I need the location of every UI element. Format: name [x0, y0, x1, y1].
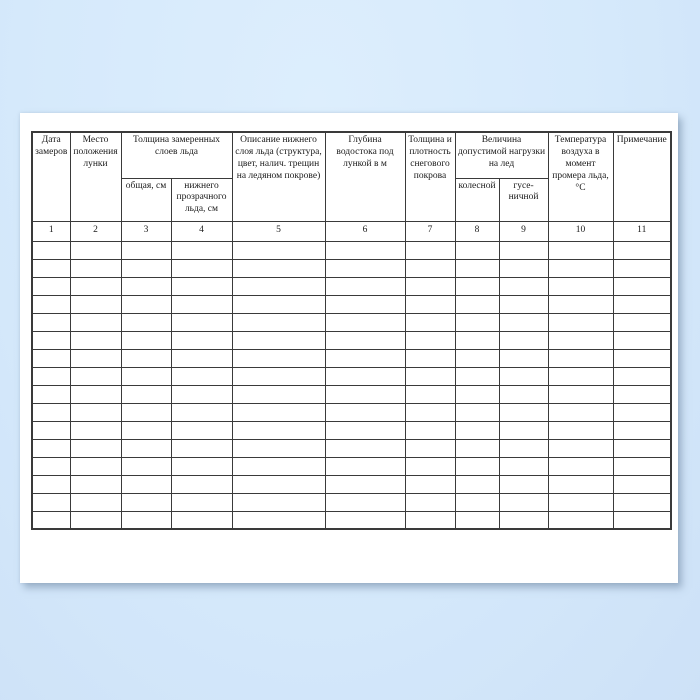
empty-cell — [32, 403, 70, 421]
empty-cell — [121, 439, 171, 457]
empty-entry-row — [32, 331, 671, 349]
empty-cell — [325, 403, 405, 421]
column-number: 7 — [405, 221, 455, 241]
empty-cell — [121, 295, 171, 313]
empty-cell — [499, 421, 548, 439]
empty-cell — [325, 331, 405, 349]
empty-cell — [499, 493, 548, 511]
empty-entry-row — [32, 403, 671, 421]
empty-cell — [325, 367, 405, 385]
empty-cell — [70, 349, 121, 367]
empty-cell — [455, 331, 499, 349]
empty-cell — [548, 475, 613, 493]
empty-cell — [171, 421, 232, 439]
empty-cell — [232, 349, 325, 367]
table-header — [32, 132, 671, 241]
empty-cell — [455, 349, 499, 367]
empty-cell — [171, 241, 232, 259]
empty-cell — [171, 493, 232, 511]
empty-cell — [499, 457, 548, 475]
empty-cell — [171, 349, 232, 367]
column-number: 3 — [121, 221, 171, 241]
empty-cell — [613, 511, 671, 529]
empty-cell — [32, 511, 70, 529]
empty-cell — [499, 367, 548, 385]
empty-cell — [405, 313, 455, 331]
empty-cell — [613, 457, 671, 475]
empty-cell — [232, 367, 325, 385]
col-header-description: Описание нижнего слоя льда (структура, цвет, налич. трещин на ледяном покрове) — [232, 132, 325, 221]
empty-cell — [70, 475, 121, 493]
empty-cell — [232, 403, 325, 421]
col-header-load-tracked: гусе-ничной — [499, 178, 548, 221]
empty-cell — [32, 331, 70, 349]
empty-cell — [325, 475, 405, 493]
empty-cell — [32, 277, 70, 295]
empty-cell — [171, 385, 232, 403]
empty-cell — [121, 241, 171, 259]
empty-cell — [499, 403, 548, 421]
empty-cell — [32, 259, 70, 277]
empty-cell — [548, 349, 613, 367]
empty-cell — [70, 385, 121, 403]
empty-cell — [121, 331, 171, 349]
empty-cell — [548, 493, 613, 511]
empty-cell — [548, 295, 613, 313]
empty-cell — [548, 403, 613, 421]
empty-entry-row — [32, 367, 671, 385]
empty-cell — [613, 403, 671, 421]
empty-cell — [548, 439, 613, 457]
empty-cell — [171, 367, 232, 385]
empty-cell — [32, 385, 70, 403]
empty-cell — [232, 385, 325, 403]
empty-cell — [171, 295, 232, 313]
empty-cell — [499, 439, 548, 457]
empty-entry-row — [32, 511, 671, 529]
column-number: 2 — [70, 221, 121, 241]
empty-cell — [70, 331, 121, 349]
col-header-thickness-total: общая, см — [121, 178, 171, 221]
empty-cell — [613, 367, 671, 385]
col-header-thickness-clear: нижнего прозрачного льда, см — [171, 178, 232, 221]
empty-cell — [171, 457, 232, 475]
empty-cell — [613, 385, 671, 403]
empty-cell — [325, 295, 405, 313]
empty-cell — [613, 349, 671, 367]
empty-cell — [171, 331, 232, 349]
col-group-load: Величина допустимой нагрузки на лед — [455, 132, 548, 178]
empty-cell — [499, 349, 548, 367]
empty-cell — [232, 331, 325, 349]
empty-cell — [32, 493, 70, 511]
header-row-groups — [32, 132, 671, 178]
empty-cell — [455, 241, 499, 259]
empty-cell — [455, 493, 499, 511]
empty-cell — [32, 295, 70, 313]
empty-cell — [171, 439, 232, 457]
empty-cell — [70, 511, 121, 529]
empty-cell — [613, 439, 671, 457]
empty-cell — [455, 259, 499, 277]
empty-cell — [613, 277, 671, 295]
empty-cell — [121, 367, 171, 385]
empty-cell — [171, 475, 232, 493]
empty-entry-row — [32, 439, 671, 457]
column-number: 5 — [232, 221, 325, 241]
empty-cell — [455, 403, 499, 421]
empty-cell — [613, 313, 671, 331]
empty-cell — [32, 349, 70, 367]
empty-cell — [499, 277, 548, 295]
empty-cell — [325, 385, 405, 403]
empty-cell — [70, 277, 121, 295]
empty-cell — [455, 439, 499, 457]
empty-cell — [405, 295, 455, 313]
empty-cell — [232, 457, 325, 475]
empty-entry-row — [32, 277, 671, 295]
column-number: 10 — [548, 221, 613, 241]
empty-cell — [70, 421, 121, 439]
empty-cell — [232, 295, 325, 313]
empty-cell — [455, 385, 499, 403]
empty-cell — [613, 421, 671, 439]
ice-measurement-log-table — [31, 131, 672, 530]
empty-cell — [455, 367, 499, 385]
empty-cell — [232, 259, 325, 277]
empty-cell — [405, 511, 455, 529]
empty-cell — [32, 457, 70, 475]
empty-cell — [405, 367, 455, 385]
empty-cell — [455, 295, 499, 313]
empty-entry-row — [32, 295, 671, 313]
empty-cell — [70, 295, 121, 313]
empty-cell — [121, 259, 171, 277]
column-number-row — [32, 221, 671, 241]
column-number: 8 — [455, 221, 499, 241]
column-number: 4 — [171, 221, 232, 241]
empty-cell — [121, 475, 171, 493]
empty-cell — [613, 241, 671, 259]
empty-entry-row — [32, 493, 671, 511]
empty-cell — [499, 511, 548, 529]
empty-cell — [70, 313, 121, 331]
empty-cell — [325, 259, 405, 277]
empty-cell — [405, 259, 455, 277]
empty-cell — [405, 385, 455, 403]
empty-cell — [405, 403, 455, 421]
col-header-snow-cover: Толщина и плотность снегового покрова — [405, 132, 455, 221]
col-header-drain-depth: Глубина водостока под лункой в м — [325, 132, 405, 221]
empty-cell — [70, 403, 121, 421]
empty-cell — [455, 475, 499, 493]
empty-entry-row — [32, 457, 671, 475]
empty-cell — [405, 277, 455, 295]
empty-cell — [121, 313, 171, 331]
document-page — [20, 113, 678, 583]
col-header-date: Дата замеров — [32, 132, 70, 221]
empty-cell — [455, 511, 499, 529]
empty-entry-row — [32, 385, 671, 403]
empty-cell — [499, 259, 548, 277]
empty-cell — [548, 457, 613, 475]
col-header-load-wheeled: колесной — [455, 178, 499, 221]
empty-cell — [499, 295, 548, 313]
empty-cell — [32, 421, 70, 439]
empty-cell — [499, 313, 548, 331]
col-header-note: Примечание — [613, 132, 671, 221]
empty-cell — [232, 475, 325, 493]
empty-entry-row — [32, 259, 671, 277]
empty-cell — [121, 349, 171, 367]
empty-cell — [121, 277, 171, 295]
empty-cell — [325, 511, 405, 529]
empty-entry-row — [32, 475, 671, 493]
empty-cell — [455, 313, 499, 331]
empty-cell — [548, 277, 613, 295]
empty-cell — [121, 385, 171, 403]
empty-cell — [121, 493, 171, 511]
empty-cell — [613, 295, 671, 313]
empty-cell — [405, 241, 455, 259]
col-header-temperature: Температура воздуха в момент промера льда, °С — [548, 132, 613, 221]
empty-cell — [548, 241, 613, 259]
empty-cell — [325, 493, 405, 511]
empty-cell — [325, 313, 405, 331]
empty-cell — [325, 349, 405, 367]
empty-cell — [548, 511, 613, 529]
empty-cell — [70, 367, 121, 385]
empty-cell — [232, 421, 325, 439]
empty-cell — [232, 241, 325, 259]
empty-cell — [232, 439, 325, 457]
empty-cell — [325, 241, 405, 259]
empty-cell — [548, 421, 613, 439]
empty-entry-row — [32, 349, 671, 367]
empty-cell — [32, 313, 70, 331]
empty-cell — [70, 259, 121, 277]
empty-cell — [499, 475, 548, 493]
col-group-thickness: Толщина замеренных слоев льда — [121, 132, 232, 178]
empty-cell — [613, 331, 671, 349]
empty-cell — [171, 511, 232, 529]
empty-cell — [70, 457, 121, 475]
column-number: 1 — [32, 221, 70, 241]
empty-cell — [32, 367, 70, 385]
empty-cell — [171, 403, 232, 421]
empty-cell — [32, 241, 70, 259]
empty-cell — [121, 511, 171, 529]
empty-cell — [171, 277, 232, 295]
empty-cell — [171, 313, 232, 331]
empty-cell — [548, 331, 613, 349]
empty-cell — [405, 457, 455, 475]
empty-cell — [499, 241, 548, 259]
empty-cell — [171, 259, 232, 277]
column-number: 6 — [325, 221, 405, 241]
table-body — [32, 241, 671, 529]
empty-cell — [232, 277, 325, 295]
empty-entry-row — [32, 313, 671, 331]
empty-cell — [499, 331, 548, 349]
column-number: 9 — [499, 221, 548, 241]
empty-cell — [232, 493, 325, 511]
empty-cell — [121, 403, 171, 421]
empty-cell — [32, 439, 70, 457]
empty-entry-row — [32, 421, 671, 439]
empty-cell — [613, 259, 671, 277]
empty-cell — [405, 331, 455, 349]
empty-cell — [405, 421, 455, 439]
column-number: 11 — [613, 221, 671, 241]
empty-cell — [121, 457, 171, 475]
empty-cell — [548, 259, 613, 277]
empty-cell — [325, 457, 405, 475]
empty-entry-row — [32, 241, 671, 259]
col-header-location: Место положения лунки — [70, 132, 121, 221]
empty-cell — [613, 493, 671, 511]
empty-cell — [325, 439, 405, 457]
empty-cell — [405, 475, 455, 493]
empty-cell — [325, 277, 405, 295]
empty-cell — [405, 439, 455, 457]
empty-cell — [548, 385, 613, 403]
empty-cell — [232, 511, 325, 529]
empty-cell — [405, 493, 455, 511]
empty-cell — [232, 313, 325, 331]
empty-cell — [405, 349, 455, 367]
empty-cell — [455, 457, 499, 475]
empty-cell — [121, 421, 171, 439]
empty-cell — [499, 385, 548, 403]
empty-cell — [70, 439, 121, 457]
empty-cell — [70, 241, 121, 259]
empty-cell — [613, 475, 671, 493]
empty-cell — [548, 313, 613, 331]
empty-cell — [548, 367, 613, 385]
empty-cell — [32, 475, 70, 493]
empty-cell — [455, 421, 499, 439]
empty-cell — [325, 421, 405, 439]
empty-cell — [70, 493, 121, 511]
empty-cell — [455, 277, 499, 295]
